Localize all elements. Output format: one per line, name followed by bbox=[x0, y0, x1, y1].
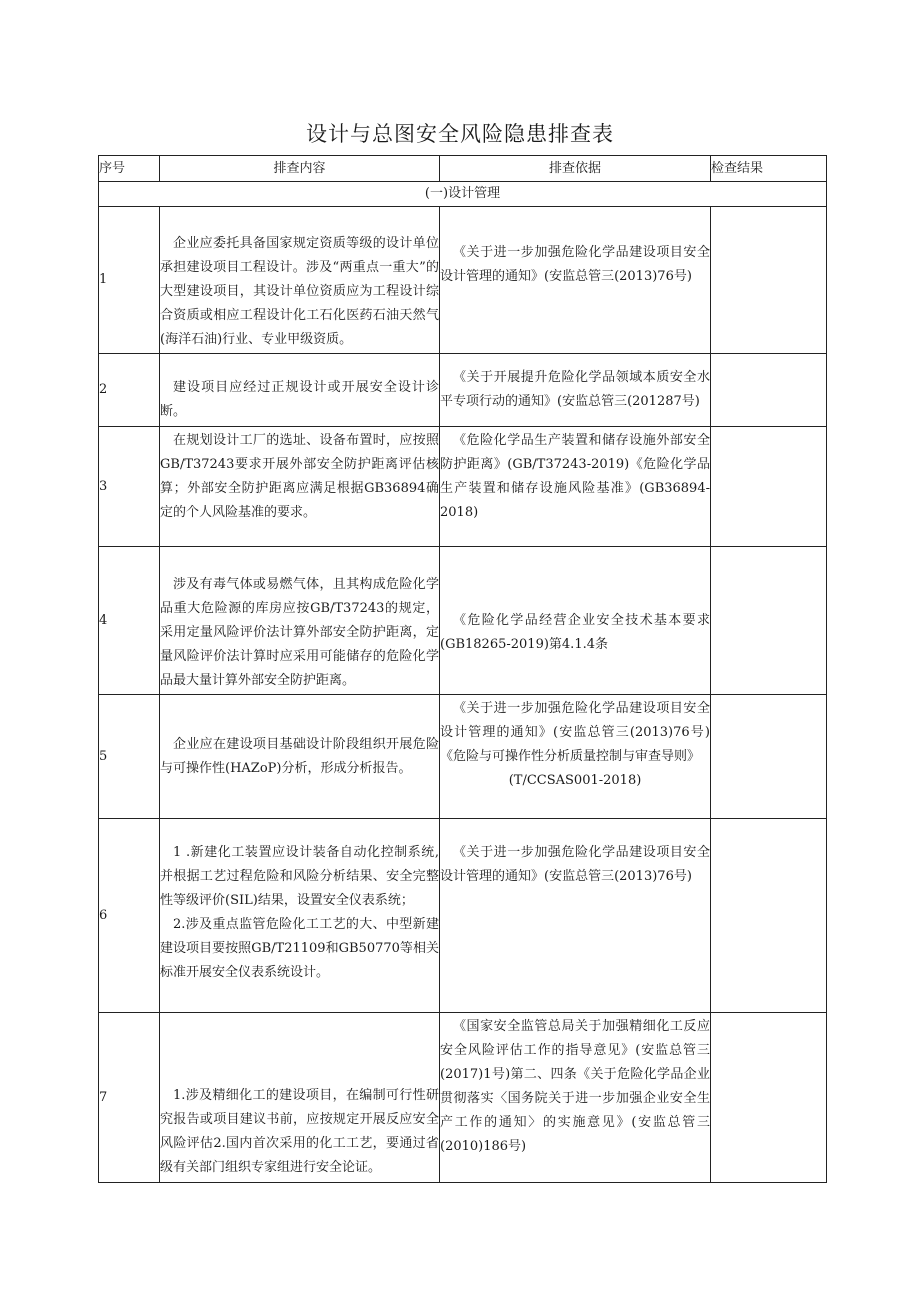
row-basis-text: 《关于进一步加强危险化学品建设项目安全设计管理的通知》(安监总管三(2013)76号) bbox=[440, 245, 710, 284]
row-content-text: 涉及有毒气体或易燃气体，且其构成危险化学品重大危险源的库房应按GB/T37243的规定，采用定量风险评价法计算外部安全防护距离，定量风险评价法计算时应采用可能储存的危险化学品最大量计算外部安全防护距离。 bbox=[160, 576, 439, 688]
row-content bbox=[160, 207, 440, 354]
row-basis-text: 《关于进一步加强危险化学品建设项目安全设计管理的通知》(安监总管三(2013)76号) bbox=[440, 845, 710, 884]
row-basis bbox=[440, 819, 711, 1013]
table-row bbox=[99, 354, 827, 427]
row-number: 7 bbox=[99, 1013, 160, 1183]
table-row bbox=[99, 547, 827, 695]
row-basis-standard: (T/CCSAS001-2018) bbox=[508, 773, 642, 788]
row-content bbox=[160, 354, 440, 427]
row-content bbox=[160, 547, 440, 695]
row-number: 3 bbox=[99, 427, 160, 547]
row-content-text: 建设项目应经过正规设计或开展安全设计诊断。 bbox=[160, 380, 439, 419]
row-result[interactable] bbox=[711, 207, 827, 354]
header-row bbox=[99, 156, 827, 182]
row-content-text: 企业应委托具备国家规定资质等级的设计单位承担建设项目工程设计。涉及“两重点一重大”的大型建设项目，其设计单位资质应为工程设计综合资质或相应工程设计化工石化医药石油天然气(海洋石油)行业、专业甲级资质。 bbox=[160, 236, 439, 347]
row-content-item-1: 1 .新建化工装置应设计装备自动化控制系统,并根据工艺过程危险和风险分析结果、安全完整性等级评价(SIL)结果，设置安全仪表系统； bbox=[160, 845, 439, 908]
table-row bbox=[99, 207, 827, 354]
row-result[interactable] bbox=[711, 695, 827, 819]
row-content-text: 在规划设计工厂的选址、设备布置时，应按照GB/T37243要求开展外部安全防护距离评估核算；外部安全防护距离应满足根据GB36894确定的个人风险基准的要求。 bbox=[160, 433, 439, 520]
row-content-item-2: 2.涉及重点监管危险化工工艺的大、中型新建建设项目要按照GB/T21109和GB50770等相关标准开展安全仪表系统设计。 bbox=[160, 917, 439, 980]
row-number: 5 bbox=[99, 695, 160, 819]
row-number: 6 bbox=[99, 819, 160, 1013]
section-title: (一)设计管理 bbox=[99, 182, 827, 207]
row-result[interactable] bbox=[711, 819, 827, 1013]
row-result[interactable] bbox=[711, 354, 827, 427]
row-number: 4 bbox=[99, 547, 160, 695]
row-number: 1 bbox=[99, 207, 160, 354]
row-content bbox=[160, 427, 440, 547]
table-row bbox=[99, 427, 827, 547]
table-row bbox=[99, 1013, 827, 1183]
row-number: 2 bbox=[99, 354, 160, 427]
row-content bbox=[160, 695, 440, 819]
page-title: 设计与总图安全风险隐患排查表 bbox=[306, 122, 614, 146]
table-row bbox=[99, 819, 827, 1013]
row-content-text: 1.涉及精细化工的建设项目，在编制可行性研究报告或项目建议书前，应按规定开展反应安全风险评估2.国内首次采用的化工工艺，要通过省级有关部门组织专家组进行安全论证。 bbox=[160, 1088, 439, 1175]
row-basis bbox=[440, 547, 711, 695]
row-basis-text: 《危险化学品生产装置和储存设施外部安全防护距离》(GB/T37243-2019)《危险化学品生产装置和储存设施风险基准》(GB36894-2018) bbox=[440, 433, 710, 520]
section-row bbox=[99, 182, 827, 207]
inspection-table bbox=[98, 155, 827, 1183]
row-result[interactable] bbox=[711, 1013, 827, 1183]
header-no: 序号 bbox=[99, 156, 160, 182]
row-result[interactable] bbox=[711, 547, 827, 695]
row-basis-text: 《危险化学品经营企业安全技术基本要求(GB18265-2019)第4.1.4条 bbox=[440, 612, 710, 652]
row-basis bbox=[440, 427, 711, 547]
row-basis bbox=[440, 354, 711, 427]
row-basis bbox=[440, 1013, 711, 1183]
row-result[interactable] bbox=[711, 427, 827, 547]
row-basis bbox=[440, 207, 711, 354]
row-basis-text: 《关于开展提升危险化学品领域本质安全水平专项行动的通知》(安监总管三(201287号) bbox=[440, 370, 710, 409]
header-basis: 排查依据 bbox=[440, 156, 711, 182]
table-row bbox=[99, 695, 827, 819]
header-content: 排查内容 bbox=[160, 156, 440, 182]
row-content-text: 企业应在建设项目基础设计阶段组织开展危险与可操作性(HAZoP)分析，形成分析报告。 bbox=[160, 736, 439, 776]
row-content bbox=[160, 1013, 440, 1183]
row-basis bbox=[440, 695, 711, 819]
row-basis-text: 《关于进一步加强危险化学品建设项目安全设计管理的通知》(安监总管三(2013)76号)《危险与可操作性分析质量控制与审查导则》 bbox=[440, 701, 710, 764]
header-result: 检查结果 bbox=[711, 156, 827, 182]
row-basis-text: 《国家安全监管总局关于加强精细化工反应安全风险评估工作的指导意见》(安监总管三(2017)1号)第二、四条《关于危险化学品企业贯彻落实〈国务院关于进一步加强企业安全生产工作的通知〉的实施意见》(安监总管三(2010)186号) bbox=[440, 1019, 710, 1154]
row-content bbox=[160, 819, 440, 1013]
